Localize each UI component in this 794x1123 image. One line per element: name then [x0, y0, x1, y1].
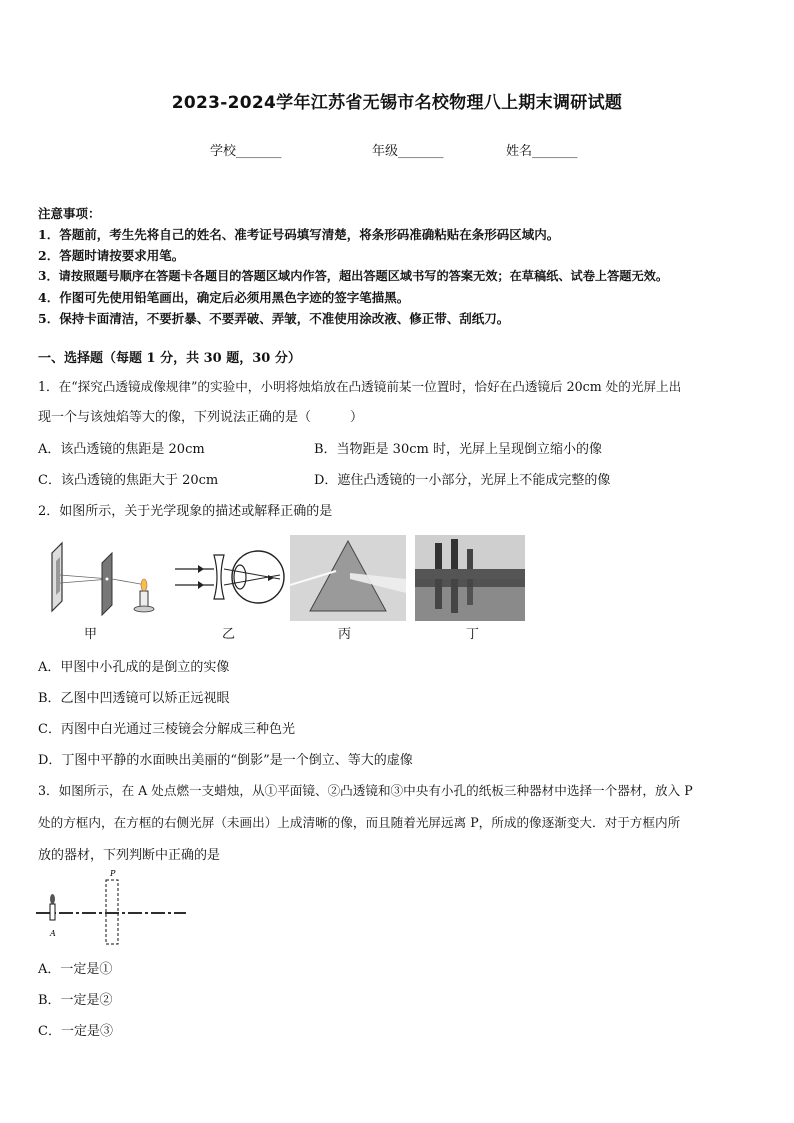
- notice-heading: 注意事项：: [38, 206, 101, 221]
- q1-option-d[interactable]: D．遮住凸透镜的一小部分，光屏上不能成完整的像: [314, 473, 611, 488]
- q2-option-a[interactable]: A．甲图中小孔成的是倒立的实像: [38, 660, 230, 675]
- q1-stem-line2: 现一个与该烛焰等大的像，下列说法正确的是（ ）: [38, 410, 364, 425]
- q3-option-c[interactable]: C．一定是③: [38, 1024, 113, 1039]
- label-p: P: [110, 869, 116, 878]
- eye-lens-figure: [170, 535, 290, 621]
- notice-item: 2．答题时请按要求用笔。: [38, 248, 185, 263]
- q1-stem-line1: 1．在“探究凸透镜成像规律”的实验中，小明将烛焰放在凸透镜前某一位置时，恰好在凸透镜后 20cm 处的光屏上出: [38, 379, 682, 394]
- q3-stem-line1: 3．如图所示，在 A 处点燃一支蜡烛，从①平面镜、②凸透镜和③中央有小孔的纸板三种器材中选择一个器材，放入 P: [38, 783, 693, 798]
- caption-yi: 乙: [222, 627, 236, 642]
- label-a: A: [50, 929, 56, 938]
- pinhole-figure: [40, 535, 160, 621]
- q3-stem-line3: 放的器材，下列判断中正确的是: [38, 848, 221, 863]
- notice-item: 4．作图可先使用铅笔画出，确定后必须用黑色字迹的签字笔描黑。: [38, 290, 410, 305]
- notice-item: 5．保持卡面清洁，不要折暴、不要弄破、弄皱，不准使用涂改液、修正带、刮纸刀。: [38, 311, 510, 326]
- notice-block: [38, 203, 668, 329]
- q1-option-b[interactable]: B．当物距是 30cm 时，光屏上呈现倒立缩小的像: [314, 442, 602, 457]
- caption-ding: 丁: [466, 627, 480, 642]
- caption-jia: 甲: [84, 627, 98, 642]
- q1-option-a[interactable]: A．该凸透镜的焦距是 20cm: [38, 442, 205, 457]
- notice-item: 3．请按照题号顺序在答题卡各题目的答题区域内作答，超出答题区域书写的答案无效；在草稿纸、试卷上答题无效。: [38, 269, 669, 283]
- q2-option-d[interactable]: D．丁图中平静的水面映出美丽的“倒影”是一个倒立、等大的虚像: [38, 753, 413, 768]
- reflection-photo: [415, 535, 525, 621]
- candle-box-figure: [36, 866, 196, 946]
- name-field[interactable]: 姓名_______: [506, 144, 578, 159]
- section-heading: 一、选择题（每题 1 分，共 30 题，30 分）: [38, 351, 301, 366]
- q3-option-a[interactable]: A．一定是①: [38, 962, 113, 977]
- q2-stem: 2．如图所示，关于光学现象的描述或解释正确的是: [38, 504, 333, 519]
- grade-field[interactable]: 年级_______: [372, 144, 444, 159]
- q2-option-c[interactable]: C．丙图中白光通过三棱镜会分解成三种色光: [38, 722, 295, 737]
- q3-stem-line2: 处的方框内，在方框的右侧光屏（未画出）上成清晰的像，而且随着光屏远离 P，所成的像逐渐变大．对于方框内所: [38, 815, 681, 830]
- page-title: 2023-2024学年江苏省无锡市名校物理八上期末调研试题: [171, 93, 623, 113]
- q1-option-c[interactable]: C．该凸透镜的焦距大于 20cm: [38, 473, 219, 488]
- notice-item: 1．答题前，考生先将自己的姓名、准考证号码填写清楚，将条形码准确粘贴在条形码区域内。: [38, 227, 560, 242]
- school-field[interactable]: 学校_______: [210, 144, 282, 159]
- prism-figure: [290, 535, 406, 621]
- student-info-line: [0, 140, 794, 160]
- q3-option-b[interactable]: B．一定是②: [38, 993, 113, 1008]
- q2-option-b[interactable]: B．乙图中凹透镜可以矫正远视眼: [38, 691, 230, 706]
- caption-bing: 丙: [338, 627, 352, 642]
